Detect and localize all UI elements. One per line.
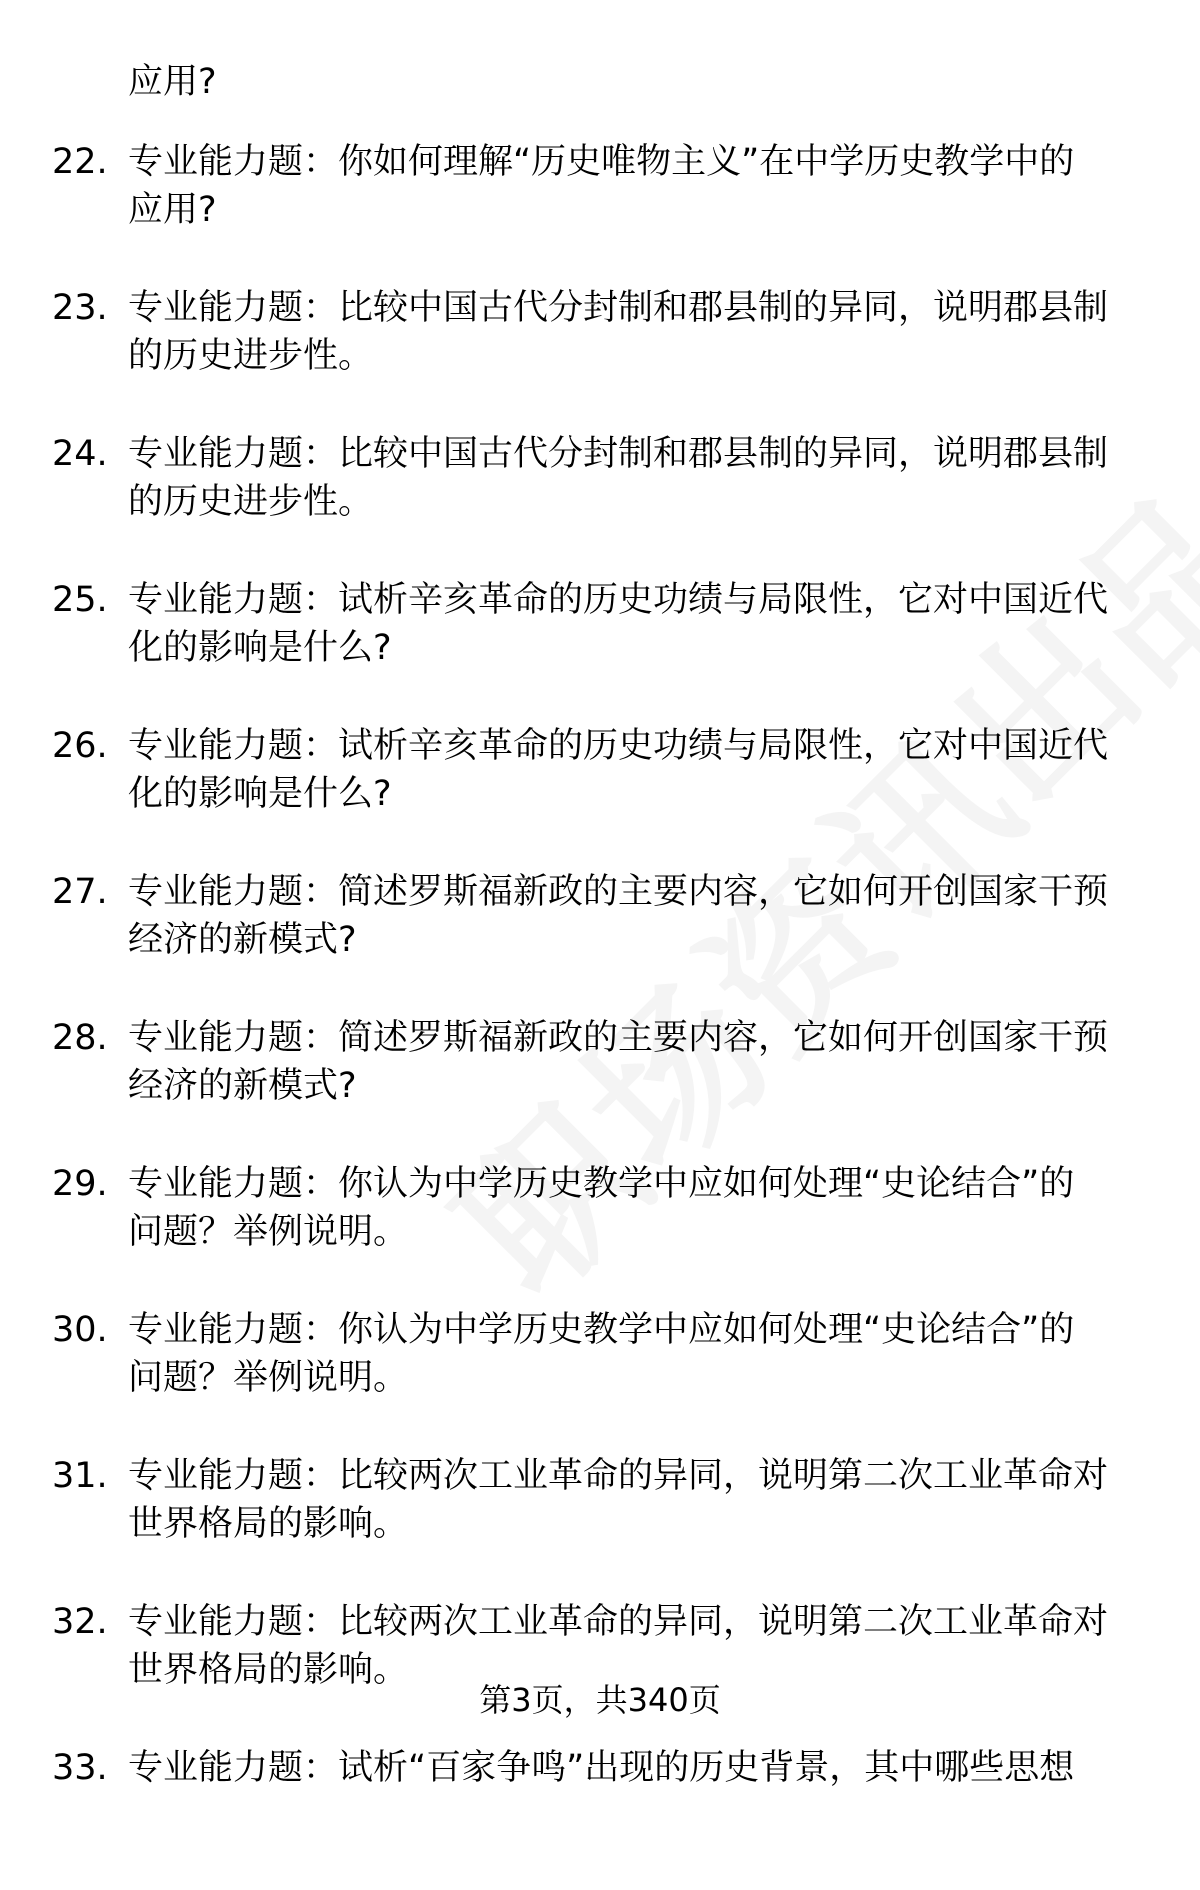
question-number: 26. [52, 726, 108, 766]
question-line: 专业能力题：你认为中学历史教学中应如何处理“史论结合”的 [128, 1310, 1075, 1350]
question-number: 28. [52, 1018, 108, 1058]
question-line: 专业能力题：试析辛亥革命的历史功绩与局限性，它对中国近代 [128, 580, 1109, 620]
question-number: 31. [52, 1456, 108, 1496]
question-line: 专业能力题：你如何理解“历史唯物主义”在中学历史教学中的 [128, 142, 1075, 182]
question-number: 25. [52, 580, 108, 620]
question-number: 32. [52, 1602, 108, 1642]
question-item-33 [0, 1744, 1200, 1890]
question-line: 的历史进步性。 [128, 336, 374, 376]
question-item-28 [0, 1014, 1200, 1160]
question-item-22 [0, 138, 1200, 284]
question-line: 专业能力题：简述罗斯福新政的主要内容，它如何开创国家干预 [128, 1018, 1109, 1058]
question-item-30 [0, 1306, 1200, 1452]
question-item-29 [0, 1160, 1200, 1306]
question-line: 专业能力题：试析“百家争鸣”出现的历史背景，其中哪些思想 [128, 1748, 1075, 1788]
question-text [128, 722, 1143, 818]
question-item-24 [0, 430, 1200, 576]
question-text [128, 138, 1143, 234]
continued-text: 应用? [128, 62, 217, 102]
question-number: 22. [52, 142, 108, 182]
question-text [128, 868, 1143, 964]
question-number: 30. [52, 1310, 108, 1350]
question-number: 29. [52, 1164, 108, 1204]
question-line: 应用? [128, 190, 217, 230]
question-line: 专业能力题：比较两次工业革命的异同，说明第二次工业革命对 [128, 1456, 1109, 1496]
question-text [128, 1744, 1143, 1792]
question-line: 专业能力题：比较中国古代分封制和郡县制的异同，说明郡县制 [128, 288, 1109, 328]
question-number: 27. [52, 872, 108, 912]
question-item-32 [0, 1598, 1200, 1744]
question-list [0, 138, 1200, 1890]
question-text [128, 1014, 1143, 1110]
question-line: 经济的新模式? [128, 920, 357, 960]
question-line: 化的影响是什么? [128, 774, 392, 814]
question-line: 专业能力题：比较两次工业革命的异同，说明第二次工业革命对 [128, 1602, 1109, 1642]
question-text [128, 576, 1143, 672]
page-footer: 第3页，共340页 [479, 1681, 721, 1719]
question-text [128, 1306, 1143, 1402]
question-line: 经济的新模式? [128, 1066, 357, 1106]
question-text [128, 284, 1143, 380]
question-item-26 [0, 722, 1200, 868]
question-line: 化的影响是什么? [128, 628, 392, 668]
question-line: 专业能力题：比较中国古代分封制和郡县制的异同，说明郡县制 [128, 434, 1109, 474]
question-line: 的历史进步性。 [128, 482, 374, 522]
question-number: 23. [52, 288, 108, 328]
question-number: 24. [52, 434, 108, 474]
question-line: 问题？举例说明。 [128, 1358, 409, 1398]
question-item-27 [0, 868, 1200, 1014]
question-number: 33. [52, 1748, 108, 1788]
question-line: 世界格局的影响。 [128, 1504, 409, 1544]
question-item-31 [0, 1452, 1200, 1598]
question-text [128, 1160, 1143, 1256]
question-text [128, 1452, 1143, 1548]
question-line: 问题？举例说明。 [128, 1212, 409, 1252]
question-line: 专业能力题：试析辛亥革命的历史功绩与局限性，它对中国近代 [128, 726, 1109, 766]
question-line: 专业能力题：简述罗斯福新政的主要内容，它如何开创国家干预 [128, 872, 1109, 912]
question-line: 世界格局的影响。 [128, 1650, 409, 1690]
question-item-23 [0, 284, 1200, 430]
question-item-25 [0, 576, 1200, 722]
question-text [128, 430, 1143, 526]
question-line: 专业能力题：你认为中学历史教学中应如何处理“史论结合”的 [128, 1164, 1075, 1204]
